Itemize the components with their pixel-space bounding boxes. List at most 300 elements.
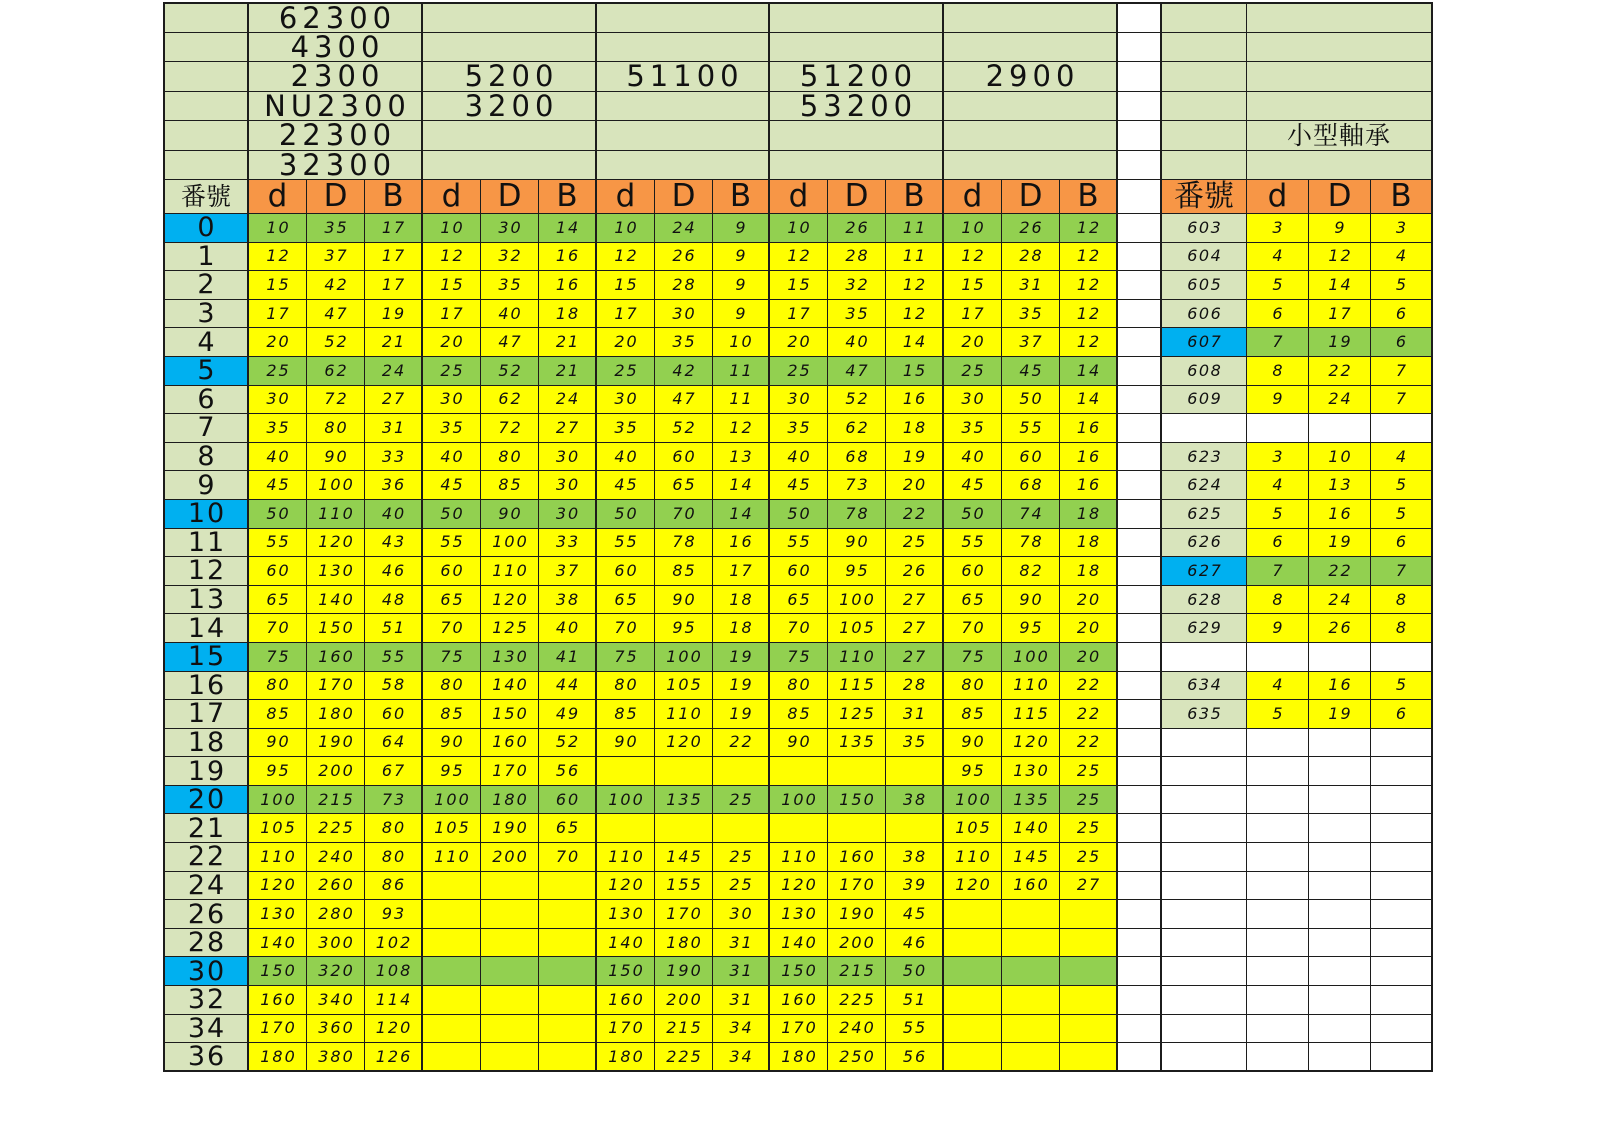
inner-diameter-heading: d [944,180,1002,214]
outer-diameter-cell: 26 [655,243,713,272]
small-width-cell: 5 [1371,500,1433,529]
width-cell [886,814,944,843]
outer-diameter-cell: 95 [828,557,886,586]
small-outer-diameter-cell: 24 [1309,386,1371,415]
outer-diameter-cell [1002,1015,1060,1044]
small-bearing-header-cell [1247,4,1433,33]
outer-diameter-cell: 120 [307,529,365,558]
width-cell: 35 [886,729,944,758]
inner-diameter-cell: 75 [944,643,1002,672]
outer-diameter-cell: 47 [307,300,365,329]
spacer-cell [1118,414,1162,443]
inner-diameter-cell: 40 [249,443,307,472]
width-cell [886,757,944,786]
inner-diameter-cell: 35 [423,414,481,443]
inner-diameter-cell: 105 [423,814,481,843]
outer-diameter-cell: 250 [828,1043,886,1072]
outer-diameter-cell: 160 [828,843,886,872]
inner-diameter-cell: 70 [249,614,307,643]
small-blank-cell [1371,414,1433,443]
outer-diameter-cell: 80 [481,443,539,472]
inner-diameter-cell: 75 [770,643,828,672]
outer-diameter-cell: 130 [307,557,365,586]
outer-diameter-cell: 47 [828,357,886,386]
inner-diameter-cell: 15 [249,271,307,300]
inner-diameter-cell [423,957,481,986]
spacer-cell [1118,471,1162,500]
bore-number: 11 [165,529,249,558]
outer-diameter-cell: 380 [307,1043,365,1072]
outer-diameter-cell: 170 [481,757,539,786]
small-blank-cell [1162,757,1247,786]
inner-diameter-cell [944,929,1002,958]
outer-diameter-cell [481,1015,539,1044]
outer-diameter-cell: 120 [655,729,713,758]
outer-diameter-cell: 190 [828,900,886,929]
outer-diameter-cell: 145 [1002,843,1060,872]
small-width-cell: 3 [1371,214,1433,243]
width-cell: 18 [1060,557,1118,586]
small-inner-diameter-cell: 3 [1247,214,1309,243]
outer-diameter-cell: 100 [828,586,886,615]
outer-diameter-cell: 28 [1002,243,1060,272]
inner-diameter-cell: 15 [597,271,655,300]
outer-diameter-cell: 72 [481,414,539,443]
small-blank-cell [1371,814,1433,843]
small-blank-cell [1162,1015,1247,1044]
spacer-cell [1118,757,1162,786]
width-cell: 22 [1060,700,1118,729]
width-cell: 30 [713,900,770,929]
small-bearing-number: 609 [1162,386,1247,415]
small-bearing-number: 607 [1162,328,1247,357]
outer-diameter-cell: 300 [307,929,365,958]
outer-diameter-cell: 140 [1002,814,1060,843]
small-blank-cell [1371,729,1433,758]
series-label: 3200 [423,92,597,121]
bore-number: 2 [165,271,249,300]
width-cell [539,1043,597,1072]
outer-diameter-cell: 90 [307,443,365,472]
outer-diameter-cell [481,900,539,929]
inner-diameter-cell: 15 [944,271,1002,300]
small-blank-cell [1162,786,1247,815]
inner-diameter-cell: 110 [423,843,481,872]
bore-number: 24 [165,872,249,901]
outer-diameter-cell: 105 [828,614,886,643]
small-blank-cell [1247,414,1309,443]
spacer-cell [1118,843,1162,872]
bore-number: 22 [165,843,249,872]
width-cell: 48 [365,586,423,615]
width-cell: 45 [886,900,944,929]
inner-diameter-cell [770,814,828,843]
small-bearing-number: 625 [1162,500,1247,529]
width-cell: 25 [1060,843,1118,872]
small-bearing-number: 604 [1162,243,1247,272]
inner-diameter-cell: 150 [597,957,655,986]
outer-diameter-cell: 52 [481,357,539,386]
inner-diameter-cell: 12 [423,243,481,272]
inner-diameter-cell: 10 [423,214,481,243]
small-blank-cell [1371,1015,1433,1044]
small-inner-diameter-cell: 7 [1247,557,1309,586]
small-inner-diameter-cell: 8 [1247,357,1309,386]
inner-diameter-cell: 65 [249,586,307,615]
spacer-cell [1118,700,1162,729]
small-blank-cell [1247,900,1309,929]
width-cell [713,814,770,843]
header-blank-cell [165,92,249,121]
inner-diameter-cell: 50 [944,500,1002,529]
small-width-cell: 6 [1371,328,1433,357]
width-cell: 44 [539,672,597,701]
outer-diameter-cell: 200 [307,757,365,786]
small-bearing-number: 605 [1162,271,1247,300]
series-label [423,151,597,180]
bore-number: 4 [165,328,249,357]
width-cell: 9 [713,214,770,243]
width-cell: 12 [1060,243,1118,272]
inner-diameter-cell: 120 [944,872,1002,901]
width-cell: 18 [539,300,597,329]
small-width-cell: 7 [1371,386,1433,415]
small-width-cell: 6 [1371,529,1433,558]
header-blank-cell [165,4,249,33]
small-outer-diameter-cell: 10 [1309,443,1371,472]
inner-diameter-cell: 30 [423,386,481,415]
width-cell: 56 [539,757,597,786]
outer-diameter-cell: 62 [481,386,539,415]
width-cell: 31 [713,986,770,1015]
small-outer-diameter-cell: 26 [1309,614,1371,643]
width-cell: 11 [713,386,770,415]
outer-diameter-cell: 180 [307,700,365,729]
small-blank-cell [1371,900,1433,929]
outer-diameter-cell [481,1043,539,1072]
width-cell: 14 [886,328,944,357]
inner-diameter-cell [423,986,481,1015]
header-blank-cell [165,151,249,180]
width-cell: 38 [886,786,944,815]
spacer-cell [1118,121,1162,151]
inner-diameter-cell: 140 [249,929,307,958]
outer-diameter-cell: 52 [828,386,886,415]
width-cell: 51 [365,614,423,643]
width-cell: 65 [539,814,597,843]
small-inner-diameter-cell: 7 [1247,328,1309,357]
inner-diameter-cell: 30 [249,386,307,415]
bore-number: 14 [165,614,249,643]
series-label [597,121,770,151]
inner-diameter-cell [423,1043,481,1072]
outer-diameter-cell: 135 [655,786,713,815]
outer-diameter-cell: 110 [481,557,539,586]
bore-number: 26 [165,900,249,929]
small-outer-diameter-cell: 9 [1309,214,1371,243]
small-width-cell: 6 [1371,700,1433,729]
inner-diameter-cell: 35 [597,414,655,443]
outer-diameter-cell: 28 [655,271,713,300]
inner-diameter-cell: 75 [597,643,655,672]
outer-diameter-cell: 47 [655,386,713,415]
inner-diameter-cell: 160 [770,986,828,1015]
outer-diameter-cell: 32 [481,243,539,272]
small-blank-cell [1162,843,1247,872]
outer-diameter-cell: 170 [828,872,886,901]
width-cell: 18 [1060,500,1118,529]
inner-diameter-cell [597,814,655,843]
inner-diameter-cell: 75 [423,643,481,672]
width-cell: 12 [1060,300,1118,329]
small-blank-cell [1371,643,1433,672]
inner-diameter-cell: 110 [944,843,1002,872]
series-label [597,92,770,121]
series-label: 22300 [249,121,423,151]
inner-diameter-cell: 55 [597,529,655,558]
small-outer-diameter-heading: D [1309,180,1371,214]
small-bearing-number: 624 [1162,471,1247,500]
width-cell: 19 [713,700,770,729]
inner-diameter-cell: 60 [770,557,828,586]
series-label: NU2300 [249,92,423,121]
spacer-cell [1118,786,1162,815]
small-width-cell: 6 [1371,300,1433,329]
header-blank-cell [1162,33,1247,62]
spacer-cell [1118,614,1162,643]
bore-number: 34 [165,1015,249,1044]
inner-diameter-cell: 105 [249,814,307,843]
small-blank-cell [1247,1043,1309,1072]
outer-diameter-cell: 52 [655,414,713,443]
inner-diameter-cell: 80 [770,672,828,701]
outer-diameter-cell: 120 [1002,729,1060,758]
small-blank-cell [1247,1015,1309,1044]
outer-diameter-cell: 78 [828,500,886,529]
width-cell: 14 [713,471,770,500]
small-bearing-header-cell [1247,92,1433,121]
width-cell: 14 [1060,357,1118,386]
small-blank-cell [1162,900,1247,929]
outer-diameter-cell: 90 [655,586,713,615]
inner-diameter-cell: 180 [770,1043,828,1072]
inner-diameter-cell: 17 [770,300,828,329]
small-blank-cell [1247,814,1309,843]
small-blank-cell [1309,786,1371,815]
outer-diameter-cell: 100 [481,529,539,558]
outer-diameter-cell: 240 [307,843,365,872]
small-blank-cell [1309,814,1371,843]
spacer-cell [1118,300,1162,329]
small-blank-cell [1371,786,1433,815]
outer-diameter-cell: 140 [307,586,365,615]
inner-diameter-cell: 85 [423,700,481,729]
small-bearing-header-cell [1247,62,1433,92]
inner-diameter-cell: 45 [944,471,1002,500]
width-heading: B [539,180,597,214]
outer-diameter-cell: 85 [655,557,713,586]
header-blank-cell [1162,151,1247,180]
inner-diameter-cell [423,929,481,958]
width-cell: 17 [713,557,770,586]
small-blank-cell [1162,1043,1247,1072]
small-blank-cell [1371,843,1433,872]
width-cell: 16 [713,529,770,558]
bore-number-heading: 番號 [165,180,249,214]
series-label: 4300 [249,33,423,62]
outer-diameter-cell [481,872,539,901]
outer-diameter-cell [1002,1043,1060,1072]
inner-diameter-cell: 85 [597,700,655,729]
outer-diameter-cell: 110 [828,643,886,672]
inner-diameter-cell: 90 [770,729,828,758]
outer-diameter-cell [828,757,886,786]
inner-diameter-cell: 120 [597,872,655,901]
outer-diameter-cell: 150 [481,700,539,729]
series-label [423,33,597,62]
spacer-cell [1118,271,1162,300]
width-cell: 12 [886,271,944,300]
inner-diameter-cell: 80 [249,672,307,701]
width-cell: 50 [886,957,944,986]
outer-diameter-cell: 78 [655,529,713,558]
spacer-cell [1118,929,1162,958]
header-blank-cell [1162,62,1247,92]
inner-diameter-cell: 65 [423,586,481,615]
outer-diameter-cell: 85 [481,471,539,500]
small-blank-cell [1247,986,1309,1015]
width-cell: 51 [886,986,944,1015]
width-cell: 12 [1060,214,1118,243]
small-inner-diameter-cell: 4 [1247,243,1309,272]
outer-diameter-cell: 65 [655,471,713,500]
small-blank-cell [1247,843,1309,872]
width-cell: 14 [1060,386,1118,415]
width-cell: 28 [886,672,944,701]
small-blank-cell [1247,872,1309,901]
width-cell: 27 [886,643,944,672]
outer-diameter-cell: 78 [1002,529,1060,558]
series-label [770,4,944,33]
spacer-cell [1118,243,1162,272]
width-cell [1060,900,1118,929]
spacer-cell [1118,92,1162,121]
inner-diameter-cell: 160 [249,986,307,1015]
inner-diameter-cell: 70 [770,614,828,643]
outer-diameter-cell: 150 [828,786,886,815]
width-cell: 25 [713,843,770,872]
series-label: 51100 [597,62,770,92]
width-cell [539,872,597,901]
small-outer-diameter-cell: 19 [1309,328,1371,357]
width-cell [1060,1015,1118,1044]
small-blank-cell [1162,986,1247,1015]
series-label: 53200 [770,92,944,121]
width-cell: 16 [886,386,944,415]
inner-diameter-cell: 30 [597,386,655,415]
width-cell: 20 [1060,586,1118,615]
inner-diameter-cell: 85 [770,700,828,729]
outer-diameter-cell: 68 [1002,471,1060,500]
inner-diameter-cell: 100 [249,786,307,815]
bore-number: 18 [165,729,249,758]
series-label [944,33,1118,62]
width-cell: 22 [1060,729,1118,758]
width-cell: 80 [365,814,423,843]
outer-diameter-cell: 115 [828,672,886,701]
series-label: 5200 [423,62,597,92]
inner-diameter-cell: 25 [597,357,655,386]
spacer-cell [1118,386,1162,415]
outer-diameter-cell: 160 [307,643,365,672]
inner-diameter-cell: 30 [944,386,1002,415]
width-cell: 27 [539,414,597,443]
small-bearing-header-cell [1247,33,1433,62]
small-blank-cell [1247,929,1309,958]
bore-number: 19 [165,757,249,786]
inner-diameter-cell: 120 [770,872,828,901]
small-width-heading: B [1371,180,1433,214]
small-blank-cell [1309,1043,1371,1072]
width-cell: 25 [713,872,770,901]
outer-diameter-heading: D [1002,180,1060,214]
inner-diameter-cell: 25 [944,357,1002,386]
outer-diameter-cell: 31 [1002,271,1060,300]
small-blank-cell [1247,757,1309,786]
small-bearing-number-heading: 番號 [1162,180,1247,214]
width-cell: 19 [365,300,423,329]
bore-number: 13 [165,586,249,615]
width-cell: 108 [365,957,423,986]
inner-diameter-cell: 95 [423,757,481,786]
width-cell: 25 [1060,814,1118,843]
outer-diameter-cell: 160 [1002,872,1060,901]
width-cell: 31 [365,414,423,443]
small-blank-cell [1309,986,1371,1015]
small-outer-diameter-cell: 14 [1309,271,1371,300]
outer-diameter-heading: D [828,180,886,214]
spacer-cell [1118,214,1162,243]
small-outer-diameter-cell: 16 [1309,672,1371,701]
width-cell: 11 [886,243,944,272]
inner-diameter-cell: 45 [770,471,828,500]
small-outer-diameter-cell: 16 [1309,500,1371,529]
header-blank-cell [1162,92,1247,121]
inner-diameter-cell: 45 [597,471,655,500]
width-cell: 14 [713,500,770,529]
series-label [597,151,770,180]
outer-diameter-cell: 110 [307,500,365,529]
inner-diameter-cell: 130 [597,900,655,929]
inner-diameter-cell: 100 [770,786,828,815]
small-blank-cell [1162,814,1247,843]
width-cell [539,957,597,986]
small-width-cell: 8 [1371,586,1433,615]
bore-number: 8 [165,443,249,472]
small-width-cell: 4 [1371,443,1433,472]
small-blank-cell [1309,872,1371,901]
inner-diameter-cell: 140 [597,929,655,958]
inner-diameter-cell: 140 [770,929,828,958]
spacer-cell [1118,729,1162,758]
spacer-cell [1118,557,1162,586]
small-width-cell: 7 [1371,557,1433,586]
small-bearing-number: 628 [1162,586,1247,615]
inner-diameter-cell: 85 [249,700,307,729]
series-label [944,121,1118,151]
inner-diameter-cell: 25 [249,357,307,386]
width-cell: 18 [713,614,770,643]
